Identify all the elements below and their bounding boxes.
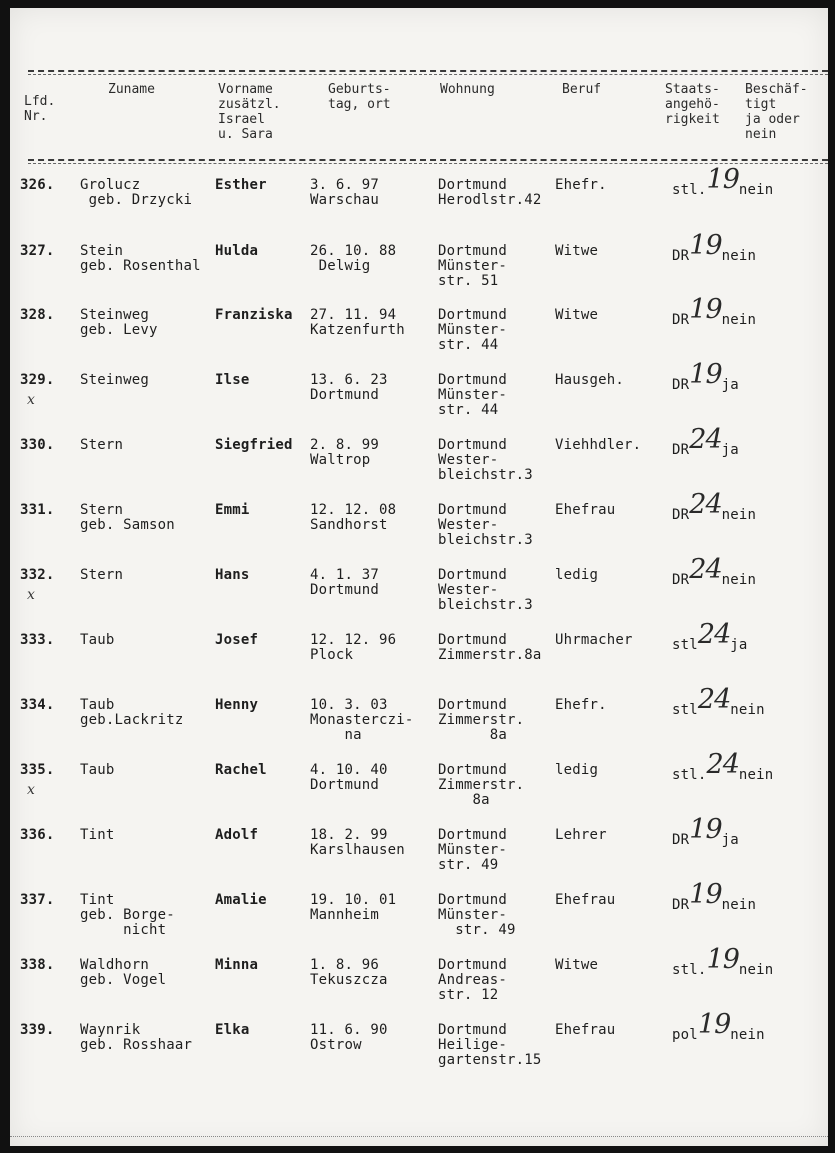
birth-date-place: 27. 11. 94 Katzenfurth — [310, 307, 405, 338]
nationality-cell — [672, 879, 757, 913]
handwritten-tick-mark: x — [27, 587, 35, 603]
nationality: DR — [672, 377, 690, 393]
surname: Steinweg geb. Levy — [80, 307, 158, 338]
header-zuname: Zuname — [108, 82, 155, 97]
handwritten-number: 24 — [697, 684, 731, 715]
first-name: Elka — [215, 1022, 250, 1038]
employed-status: nein — [730, 1027, 765, 1043]
handwritten-number: 19 — [689, 814, 722, 845]
nationality-cell — [672, 1009, 765, 1043]
first-name: Ilse — [215, 372, 250, 388]
surname: Steinweg — [80, 372, 150, 388]
row-number: 337. — [20, 892, 55, 908]
employed-status: nein — [721, 248, 757, 264]
birth-date-place: 12. 12. 08 Sandhorst — [310, 502, 397, 533]
employed-status: ja — [721, 442, 739, 458]
birth-date-place: 4. 1. 37 Dortmund — [310, 567, 380, 598]
row-number: 329. — [20, 372, 55, 388]
address: Dortmund Heilige- gartenstr.15 — [438, 1022, 542, 1068]
occupation: Viehhdler. — [555, 437, 642, 453]
row-number: 326. — [20, 177, 55, 193]
nationality-cell — [672, 944, 774, 978]
handwritten-tick-mark: x — [27, 392, 35, 408]
handwritten-number: 19 — [689, 230, 722, 261]
birth-date-place: 4. 10. 40 Dortmund — [310, 762, 388, 793]
nationality-cell — [672, 619, 748, 653]
first-name: Esther — [215, 177, 267, 193]
nationality-cell — [672, 489, 757, 523]
handwritten-number: 19 — [697, 1009, 731, 1040]
birth-date-place: 26. 10. 88 Delwig — [310, 243, 397, 274]
occupation: Ehefrau — [555, 1022, 616, 1038]
occupation: Lehrer — [555, 827, 607, 843]
birth-date-place: 13. 6. 23 Dortmund — [310, 372, 388, 403]
nationality: DR — [672, 442, 690, 458]
surname: Stern — [80, 437, 124, 453]
first-name: Adolf — [215, 827, 259, 843]
nationality-cell — [672, 164, 774, 198]
document-page — [10, 8, 828, 1146]
handwritten-number: 19 — [689, 294, 722, 325]
row-number: 328. — [20, 307, 55, 323]
nationality: DR — [672, 248, 690, 264]
row-number: 332. — [20, 567, 55, 583]
header-staatsangehoerigkeit: Staats- angehö- rigkeit — [665, 82, 720, 127]
first-name: Hans — [215, 567, 250, 583]
header-beruf: Beruf — [562, 82, 602, 97]
table-row — [10, 1009, 828, 1088]
address: Dortmund Wester- bleichstr.3 — [438, 437, 533, 483]
table-row — [10, 879, 828, 958]
address: Dortmund Wester- bleichstr.3 — [438, 502, 533, 548]
row-number: 330. — [20, 437, 55, 453]
surname: Tint — [80, 827, 115, 843]
surname: Waldhorn geb. Vogel — [80, 957, 167, 988]
birth-date-place: 1. 8. 96 Tekuszcza — [310, 957, 388, 988]
birth-date-place: 10. 3. 03 Monasterczi- na — [310, 697, 414, 743]
address: Dortmund Wester- bleichstr.3 — [438, 567, 533, 613]
nationality: pol — [672, 1027, 698, 1043]
nationality: DR — [672, 832, 690, 848]
birth-date-place: 18. 2. 99 Karslhausen — [310, 827, 405, 858]
address: Dortmund Herodlstr.42 — [438, 177, 542, 208]
occupation: Hausgeh. — [555, 372, 625, 388]
birth-date-place: 19. 10. 01 Mannheim — [310, 892, 397, 923]
handwritten-number: 19 — [706, 164, 739, 195]
handwritten-tick-mark: x — [27, 782, 35, 798]
surname: Waynrik geb. Rosshaar — [80, 1022, 193, 1053]
employed-status: nein — [738, 962, 774, 978]
handwritten-number: 24 — [689, 424, 722, 455]
employed-status: ja — [721, 832, 739, 848]
surname: Grolucz geb. Drzycki — [80, 177, 193, 208]
address: Dortmund Münster- str. 44 — [438, 372, 508, 418]
first-name: Franziska — [215, 307, 293, 323]
first-name: Emmi — [215, 502, 250, 518]
header-beschaeftigt: Beschäf- tigt ja oder nein — [745, 82, 808, 142]
employed-status: nein — [721, 312, 757, 328]
employed-status: ja — [730, 637, 748, 653]
employed-status: nein — [738, 767, 774, 783]
header-rule-top-inner — [28, 74, 828, 75]
handwritten-number: 24 — [689, 554, 722, 585]
handwritten-number: 19 — [689, 359, 722, 390]
handwritten-number: 24 — [706, 749, 739, 780]
occupation: ledig — [555, 567, 599, 583]
nationality: stl. — [672, 182, 707, 198]
employed-status: ja — [721, 377, 739, 393]
table-row — [10, 684, 828, 763]
row-number: 333. — [20, 632, 55, 648]
header-vorname: Vorname zusätzl. Israel u. Sara — [218, 82, 281, 142]
first-name: Henny — [215, 697, 259, 713]
row-number: 338. — [20, 957, 55, 973]
surname: Taub — [80, 762, 115, 778]
nationality-cell — [672, 554, 757, 588]
first-name: Rachel — [215, 762, 267, 778]
nationality: DR — [672, 897, 690, 913]
first-name: Siegfried — [215, 437, 293, 453]
address: Dortmund Andreas- str. 12 — [438, 957, 508, 1003]
occupation: Uhrmacher — [555, 632, 633, 648]
row-number: 327. — [20, 243, 55, 259]
first-name: Josef — [215, 632, 259, 648]
first-name: Minna — [215, 957, 259, 973]
employed-status: nein — [738, 182, 774, 198]
birth-date-place: 2. 8. 99 Waltrop — [310, 437, 380, 468]
nationality-cell — [672, 684, 765, 718]
nationality: stl — [672, 702, 698, 718]
row-number: 331. — [20, 502, 55, 518]
occupation: ledig — [555, 762, 599, 778]
address: Dortmund Zimmerstr.8a — [438, 632, 542, 663]
address: Dortmund Münster- str. 49 — [438, 892, 516, 938]
nationality: stl — [672, 637, 698, 653]
scan-bottom-edge — [10, 1136, 828, 1147]
header-rule-top — [28, 70, 828, 72]
nationality: stl. — [672, 767, 707, 783]
nationality-cell — [672, 424, 739, 458]
row-number: 336. — [20, 827, 55, 843]
occupation: Ehefr. — [555, 177, 607, 193]
address: Dortmund Münster- str. 51 — [438, 243, 508, 289]
address: Dortmund Zimmerstr. 8a — [438, 762, 525, 808]
handwritten-number: 24 — [697, 619, 731, 650]
header-rule-bottom — [28, 159, 828, 161]
occupation: Witwe — [555, 243, 599, 259]
nationality-cell — [672, 359, 739, 393]
surname: Stein geb. Rosenthal — [80, 243, 201, 274]
surname: Stern geb. Samson — [80, 502, 175, 533]
nationality: DR — [672, 572, 690, 588]
nationality: DR — [672, 507, 690, 523]
row-number: 334. — [20, 697, 55, 713]
surname: Taub geb.Lackritz — [80, 697, 184, 728]
nationality-cell — [672, 749, 774, 783]
header-wohnung: Wohnung — [440, 82, 495, 97]
employed-status: nein — [721, 572, 757, 588]
header-lfd-nr: Lfd. Nr. — [24, 94, 56, 124]
occupation: Ehefr. — [555, 697, 607, 713]
handwritten-number: 19 — [689, 879, 722, 910]
nationality: DR — [672, 312, 690, 328]
employed-status: nein — [721, 507, 757, 523]
row-number: 335. — [20, 762, 55, 778]
first-name: Hulda — [215, 243, 259, 259]
occupation: Witwe — [555, 307, 599, 323]
birth-date-place: 11. 6. 90 Ostrow — [310, 1022, 388, 1053]
nationality: stl. — [672, 962, 707, 978]
header-geburtstag: Geburts- tag, ort — [328, 82, 391, 112]
address: Dortmund Zimmerstr. 8a — [438, 697, 525, 743]
address: Dortmund Münster- str. 49 — [438, 827, 508, 873]
row-number: 339. — [20, 1022, 55, 1038]
handwritten-number: 19 — [706, 944, 739, 975]
employed-status: nein — [721, 897, 757, 913]
nationality-cell — [672, 230, 757, 264]
occupation: Ehefrau — [555, 502, 616, 518]
surname: Tint geb. Borge- nicht — [80, 892, 175, 938]
surname: Taub — [80, 632, 115, 648]
surname: Stern — [80, 567, 124, 583]
employed-status: nein — [730, 702, 765, 718]
nationality-cell — [672, 294, 757, 328]
birth-date-place: 12. 12. 96 Plock — [310, 632, 397, 663]
occupation: Ehefrau — [555, 892, 616, 908]
occupation: Witwe — [555, 957, 599, 973]
nationality-cell — [672, 814, 739, 848]
handwritten-number: 24 — [689, 489, 722, 520]
address: Dortmund Münster- str. 44 — [438, 307, 508, 353]
first-name: Amalie — [215, 892, 267, 908]
birth-date-place: 3. 6. 97 Warschau — [310, 177, 380, 208]
